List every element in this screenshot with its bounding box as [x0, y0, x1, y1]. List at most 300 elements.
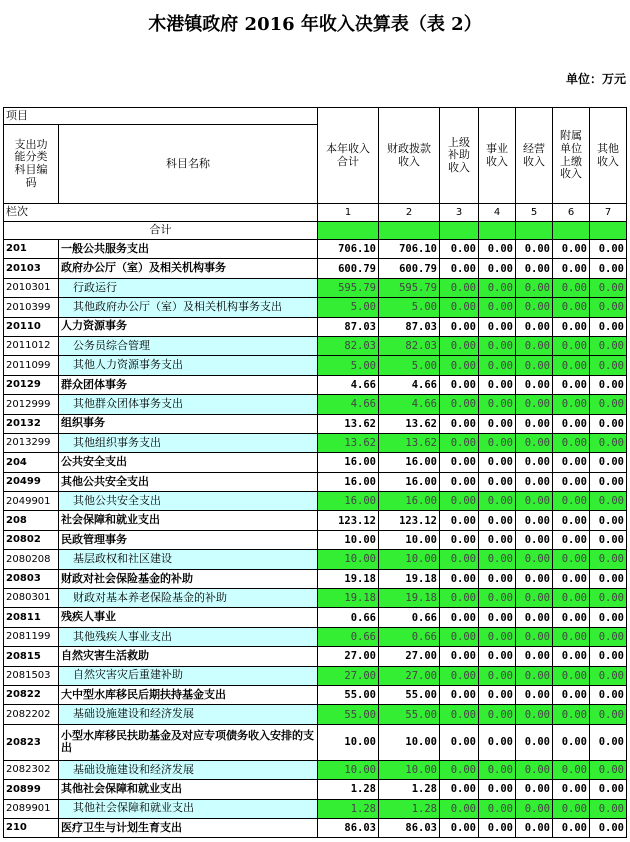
- amount-cell: 0.00: [440, 298, 479, 317]
- subject-code: 2080301: [4, 589, 59, 608]
- total-cell: [440, 222, 479, 240]
- amount-cell: 55.00: [318, 705, 379, 724]
- column-number-row: [4, 204, 627, 222]
- header-col-7: 其他 收入: [590, 108, 627, 204]
- amount-cell: 0.00: [553, 608, 590, 627]
- subject-code: 20129: [4, 375, 59, 394]
- amount-cell: 10.00: [379, 724, 440, 760]
- amount-cell: 13.62: [318, 414, 379, 433]
- subject-code: 208: [4, 511, 59, 530]
- amount-cell: 0.00: [479, 780, 516, 799]
- amount-cell: 0.00: [590, 240, 627, 259]
- subject-code: 210: [4, 818, 59, 837]
- report-title: 木港镇政府 2016 年收入决算表（表 2）: [148, 14, 482, 35]
- amount-cell: 0.00: [516, 317, 553, 336]
- table-row: [4, 666, 627, 685]
- amount-cell: 0.00: [516, 647, 553, 666]
- amount-cell: 0.00: [479, 685, 516, 704]
- amount-cell: 0.00: [479, 627, 516, 646]
- amount-cell: 0.00: [516, 336, 553, 355]
- amount-cell: 0.00: [440, 453, 479, 472]
- subject-code: 2012999: [4, 395, 59, 414]
- header-col-5: 经营 收入: [516, 108, 553, 204]
- amount-cell: 0.00: [440, 472, 479, 491]
- table-row: [4, 414, 627, 433]
- amount-cell: 87.03: [318, 317, 379, 336]
- amount-cell: 0.00: [479, 608, 516, 627]
- table-row: [4, 760, 627, 779]
- amount-cell: 0.00: [479, 317, 516, 336]
- amount-cell: 0.00: [553, 569, 590, 588]
- amount-cell: 0.66: [379, 608, 440, 627]
- subject-name: 一般公共服务支出: [59, 240, 318, 259]
- amount-cell: 0.00: [479, 705, 516, 724]
- amount-cell: 0.00: [479, 414, 516, 433]
- amount-cell: 0.00: [590, 453, 627, 472]
- amount-cell: 0.00: [440, 760, 479, 779]
- subject-name: 其他组织事务支出: [59, 433, 318, 452]
- amount-cell: 55.00: [318, 685, 379, 704]
- amount-cell: 0.00: [440, 278, 479, 297]
- amount-cell: 0.00: [516, 627, 553, 646]
- header-col-4: 事业 收入: [479, 108, 516, 204]
- amount-cell: 0.00: [590, 259, 627, 278]
- amount-cell: 0.00: [590, 647, 627, 666]
- amount-cell: 0.00: [590, 492, 627, 511]
- col-number: 7: [590, 204, 627, 222]
- amount-cell: 0.00: [516, 492, 553, 511]
- amount-cell: 4.66: [379, 375, 440, 394]
- amount-cell: 600.79: [318, 259, 379, 278]
- amount-cell: 5.00: [318, 298, 379, 317]
- subject-name: 公务员综合管理: [59, 336, 318, 355]
- amount-cell: 0.00: [590, 705, 627, 724]
- subject-code: 20803: [4, 569, 59, 588]
- amount-cell: 0.00: [553, 453, 590, 472]
- table-row: [4, 278, 627, 297]
- amount-cell: 86.03: [379, 818, 440, 837]
- amount-cell: 16.00: [318, 472, 379, 491]
- amount-cell: 13.62: [379, 433, 440, 452]
- amount-cell: 4.66: [318, 395, 379, 414]
- amount-cell: 0.00: [553, 818, 590, 837]
- amount-cell: 27.00: [318, 647, 379, 666]
- amount-cell: 0.00: [590, 799, 627, 818]
- amount-cell: 0.00: [590, 666, 627, 685]
- total-cell: [553, 222, 590, 240]
- amount-cell: 0.00: [590, 569, 627, 588]
- amount-cell: 0.00: [516, 530, 553, 549]
- table-row: [4, 530, 627, 549]
- amount-cell: 0.00: [440, 375, 479, 394]
- amount-cell: 0.00: [440, 569, 479, 588]
- total-cell: [516, 222, 553, 240]
- amount-cell: 13.62: [379, 414, 440, 433]
- subject-name: 财政对社会保险基金的补助: [59, 569, 318, 588]
- amount-cell: 0.00: [440, 589, 479, 608]
- total-cell: [479, 222, 516, 240]
- subject-code: 2010301: [4, 278, 59, 297]
- subject-code: 201: [4, 240, 59, 259]
- amount-cell: 5.00: [379, 356, 440, 375]
- amount-cell: 0.00: [516, 375, 553, 394]
- amount-cell: 27.00: [379, 666, 440, 685]
- subject-name: 小型水库移民扶助基金及对应专项债务收入安排的支出: [59, 724, 318, 760]
- amount-cell: 0.00: [553, 472, 590, 491]
- table-row: [4, 550, 627, 569]
- amount-cell: 0.00: [553, 395, 590, 414]
- subject-name: 其他社会保障和就业支出: [59, 799, 318, 818]
- table-row: [4, 705, 627, 724]
- table-row: [4, 589, 627, 608]
- amount-cell: 0.00: [516, 433, 553, 452]
- col-number: 2: [379, 204, 440, 222]
- subject-code: 204: [4, 453, 59, 472]
- amount-cell: 0.00: [553, 414, 590, 433]
- amount-cell: 595.79: [318, 278, 379, 297]
- subject-name: 组织事务: [59, 414, 318, 433]
- amount-cell: 0.00: [553, 336, 590, 355]
- amount-cell: 0.00: [479, 530, 516, 549]
- amount-cell: 0.00: [590, 685, 627, 704]
- amount-cell: 1.28: [379, 799, 440, 818]
- subject-name: 其他群众团体事务支出: [59, 395, 318, 414]
- total-cell: [318, 222, 379, 240]
- amount-cell: 0.66: [318, 627, 379, 646]
- amount-cell: 0.00: [479, 433, 516, 452]
- amount-cell: 0.00: [479, 278, 516, 297]
- table-row: [4, 492, 627, 511]
- revenue-table: [3, 107, 627, 838]
- amount-cell: 0.00: [479, 550, 516, 569]
- amount-cell: 86.03: [318, 818, 379, 837]
- amount-cell: 19.18: [318, 569, 379, 588]
- subject-code: 20110: [4, 317, 59, 336]
- amount-cell: 0.00: [516, 685, 553, 704]
- amount-cell: 0.00: [590, 298, 627, 317]
- amount-cell: 0.00: [440, 818, 479, 837]
- amount-cell: 0.00: [516, 589, 553, 608]
- subject-code: 2013299: [4, 433, 59, 452]
- amount-cell: 706.10: [379, 240, 440, 259]
- amount-cell: 0.00: [553, 685, 590, 704]
- subject-code: 2082302: [4, 760, 59, 779]
- amount-cell: 0.00: [479, 472, 516, 491]
- table-row: [4, 336, 627, 355]
- amount-cell: 0.00: [516, 356, 553, 375]
- subject-name: 医疗卫生与计划生育支出: [59, 818, 318, 837]
- subject-code: 20811: [4, 608, 59, 627]
- amount-cell: 0.00: [553, 278, 590, 297]
- table-row: [4, 724, 627, 760]
- subject-name: 行政运行: [59, 278, 318, 297]
- amount-cell: 0.00: [553, 298, 590, 317]
- amount-cell: 0.00: [516, 724, 553, 760]
- amount-cell: 600.79: [379, 259, 440, 278]
- amount-cell: 0.00: [516, 298, 553, 317]
- amount-cell: 0.00: [516, 414, 553, 433]
- amount-cell: 0.00: [516, 608, 553, 627]
- subject-code: 20132: [4, 414, 59, 433]
- table-row: [4, 433, 627, 452]
- amount-cell: 0.00: [440, 685, 479, 704]
- amount-cell: 0.00: [590, 511, 627, 530]
- subject-name: 其他人力资源事务支出: [59, 356, 318, 375]
- amount-cell: 0.00: [479, 647, 516, 666]
- amount-cell: 0.00: [440, 395, 479, 414]
- amount-cell: 0.00: [440, 259, 479, 278]
- amount-cell: 0.00: [516, 472, 553, 491]
- subject-code: 20802: [4, 530, 59, 549]
- subject-code: 20822: [4, 685, 59, 704]
- subject-name: 基础设施建设和经济发展: [59, 760, 318, 779]
- table-row: [4, 472, 627, 491]
- subject-name: 自然灾害生活救助: [59, 647, 318, 666]
- subject-code: 2089901: [4, 799, 59, 818]
- subject-code: 20899: [4, 780, 59, 799]
- amount-cell: 0.00: [590, 317, 627, 336]
- amount-cell: 0.00: [590, 760, 627, 779]
- amount-cell: 0.00: [590, 818, 627, 837]
- amount-cell: 16.00: [379, 492, 440, 511]
- table-row: [4, 799, 627, 818]
- amount-cell: 0.00: [590, 356, 627, 375]
- amount-cell: 10.00: [379, 530, 440, 549]
- subject-name: 基层政权和社区建设: [59, 550, 318, 569]
- col-number: 3: [440, 204, 479, 222]
- subject-code: 2010399: [4, 298, 59, 317]
- subject-name: 公共安全支出: [59, 453, 318, 472]
- amount-cell: 0.00: [553, 666, 590, 685]
- amount-cell: 0.00: [553, 647, 590, 666]
- subject-name: 其他公共安全支出: [59, 472, 318, 491]
- amount-cell: 4.66: [379, 395, 440, 414]
- amount-cell: 123.12: [379, 511, 440, 530]
- amount-cell: 0.00: [553, 550, 590, 569]
- table-row: [4, 818, 627, 837]
- amount-cell: 0.00: [590, 336, 627, 355]
- amount-cell: 0.00: [590, 433, 627, 452]
- amount-cell: 0.00: [440, 799, 479, 818]
- subject-code: 2011099: [4, 356, 59, 375]
- col-number: 6: [553, 204, 590, 222]
- amount-cell: 0.00: [590, 780, 627, 799]
- amount-cell: 27.00: [318, 666, 379, 685]
- table-row: [4, 240, 627, 259]
- amount-cell: 0.00: [590, 414, 627, 433]
- amount-cell: 0.00: [590, 530, 627, 549]
- subject-name: 人力资源事务: [59, 317, 318, 336]
- amount-cell: 0.00: [516, 240, 553, 259]
- amount-cell: 0.00: [440, 433, 479, 452]
- amount-cell: 16.00: [379, 472, 440, 491]
- amount-cell: 0.00: [553, 799, 590, 818]
- subject-code: 20815: [4, 647, 59, 666]
- amount-cell: 0.00: [479, 589, 516, 608]
- amount-cell: 5.00: [379, 298, 440, 317]
- amount-cell: 19.18: [318, 589, 379, 608]
- amount-cell: 0.00: [516, 453, 553, 472]
- table-row: [4, 317, 627, 336]
- amount-cell: 16.00: [318, 492, 379, 511]
- amount-cell: 0.00: [553, 780, 590, 799]
- amount-cell: 0.00: [553, 724, 590, 760]
- amount-cell: 0.00: [479, 760, 516, 779]
- subject-name: 财政对基本养老保险基金的补助: [59, 589, 318, 608]
- amount-cell: 0.66: [379, 627, 440, 646]
- amount-cell: 0.00: [479, 453, 516, 472]
- amount-cell: 5.00: [318, 356, 379, 375]
- subject-code: 2081199: [4, 627, 59, 646]
- amount-cell: 0.00: [516, 511, 553, 530]
- amount-cell: 10.00: [318, 724, 379, 760]
- amount-cell: 0.00: [440, 492, 479, 511]
- subject-name: 残疾人事业: [59, 608, 318, 627]
- amount-cell: 0.00: [479, 666, 516, 685]
- header-name: 科目名称: [59, 125, 318, 204]
- amount-cell: 10.00: [318, 550, 379, 569]
- amount-cell: 10.00: [379, 760, 440, 779]
- amount-cell: 0.00: [440, 780, 479, 799]
- amount-cell: 1.28: [318, 799, 379, 818]
- amount-cell: 0.00: [440, 356, 479, 375]
- subject-name: 自然灾害灾后重建补助: [59, 666, 318, 685]
- amount-cell: 0.00: [516, 666, 553, 685]
- table-row: [4, 375, 627, 394]
- col-number: 4: [479, 204, 516, 222]
- amount-cell: 0.00: [479, 511, 516, 530]
- amount-cell: 0.00: [440, 336, 479, 355]
- amount-cell: 0.00: [516, 818, 553, 837]
- table-row: [4, 453, 627, 472]
- subject-code: 20823: [4, 724, 59, 760]
- subject-name: 其他社会保障和就业支出: [59, 780, 318, 799]
- amount-cell: 0.00: [516, 395, 553, 414]
- amount-cell: 0.00: [590, 395, 627, 414]
- amount-cell: 0.00: [440, 240, 479, 259]
- amount-cell: 0.00: [440, 530, 479, 549]
- amount-cell: 0.00: [479, 799, 516, 818]
- amount-cell: 0.00: [590, 724, 627, 760]
- amount-cell: 0.00: [440, 414, 479, 433]
- header-item: 项目: [4, 108, 318, 125]
- amount-cell: 0.00: [479, 259, 516, 278]
- amount-cell: 0.00: [590, 608, 627, 627]
- table-row: [4, 647, 627, 666]
- table-row: [4, 569, 627, 588]
- header-code: 支出功 能分类 科目编 码: [4, 125, 59, 204]
- amount-cell: 0.00: [590, 472, 627, 491]
- table-row: [4, 356, 627, 375]
- amount-cell: 0.00: [516, 259, 553, 278]
- amount-cell: 0.00: [553, 627, 590, 646]
- subject-name: 基础设施建设和经济发展: [59, 705, 318, 724]
- table-row: [4, 395, 627, 414]
- table-row: [4, 511, 627, 530]
- amount-cell: 0.66: [318, 608, 379, 627]
- subject-name: 社会保障和就业支出: [59, 511, 318, 530]
- amount-cell: 0.00: [590, 589, 627, 608]
- amount-cell: 0.00: [516, 278, 553, 297]
- amount-cell: 0.00: [553, 259, 590, 278]
- amount-cell: 0.00: [553, 705, 590, 724]
- amount-cell: 13.62: [318, 433, 379, 452]
- amount-cell: 0.00: [553, 492, 590, 511]
- amount-cell: 0.00: [440, 608, 479, 627]
- amount-cell: 10.00: [379, 550, 440, 569]
- amount-cell: 0.00: [590, 627, 627, 646]
- amount-cell: 82.03: [379, 336, 440, 355]
- amount-cell: 0.00: [440, 511, 479, 530]
- amount-cell: 0.00: [440, 550, 479, 569]
- amount-cell: 0.00: [553, 240, 590, 259]
- amount-cell: 0.00: [479, 336, 516, 355]
- amount-cell: 0.00: [440, 647, 479, 666]
- amount-cell: 0.00: [479, 724, 516, 760]
- total-row: [4, 222, 627, 240]
- amount-cell: 0.00: [553, 317, 590, 336]
- amount-cell: 0.00: [553, 589, 590, 608]
- subject-name: 政府办公厅（室）及相关机构事务: [59, 259, 318, 278]
- subject-code: 2081503: [4, 666, 59, 685]
- amount-cell: 0.00: [479, 818, 516, 837]
- amount-cell: 0.00: [590, 375, 627, 394]
- amount-cell: 1.28: [379, 780, 440, 799]
- amount-cell: 706.10: [318, 240, 379, 259]
- amount-cell: 0.00: [516, 780, 553, 799]
- subject-code: 2011012: [4, 336, 59, 355]
- subject-code: 20499: [4, 472, 59, 491]
- header-col-2: 财政拨款 收入: [379, 108, 440, 204]
- amount-cell: 16.00: [318, 453, 379, 472]
- subject-name: 其他公共安全支出: [59, 492, 318, 511]
- amount-cell: 0.00: [479, 356, 516, 375]
- subject-code: 2082202: [4, 705, 59, 724]
- header-col-1: 本年收入 合计: [318, 108, 379, 204]
- amount-cell: 0.00: [516, 569, 553, 588]
- amount-cell: 16.00: [379, 453, 440, 472]
- table-row: [4, 780, 627, 799]
- amount-cell: 0.00: [440, 317, 479, 336]
- table-row: [4, 608, 627, 627]
- amount-cell: 0.00: [479, 395, 516, 414]
- total-label: 合计: [4, 222, 318, 240]
- total-cell: [379, 222, 440, 240]
- amount-cell: 0.00: [440, 627, 479, 646]
- amount-cell: 19.18: [379, 569, 440, 588]
- amount-cell: 4.66: [318, 375, 379, 394]
- amount-cell: 0.00: [553, 530, 590, 549]
- amount-cell: 0.00: [553, 375, 590, 394]
- header-col-3: 上级 补助 收入: [440, 108, 479, 204]
- amount-cell: 55.00: [379, 705, 440, 724]
- amount-cell: 0.00: [516, 799, 553, 818]
- amount-cell: 0.00: [479, 375, 516, 394]
- amount-cell: 82.03: [318, 336, 379, 355]
- amount-cell: 0.00: [440, 705, 479, 724]
- amount-cell: 595.79: [379, 278, 440, 297]
- table-row: [4, 685, 627, 704]
- amount-cell: 10.00: [318, 530, 379, 549]
- subject-code: 2049901: [4, 492, 59, 511]
- header-col-6: 附属 单位 上缴 收入: [553, 108, 590, 204]
- amount-cell: 0.00: [516, 705, 553, 724]
- subject-name: 民政管理事务: [59, 530, 318, 549]
- amount-cell: 19.18: [379, 589, 440, 608]
- unit-label: 单位：万元: [565, 72, 626, 86]
- amount-cell: 0.00: [479, 240, 516, 259]
- amount-cell: 10.00: [318, 760, 379, 779]
